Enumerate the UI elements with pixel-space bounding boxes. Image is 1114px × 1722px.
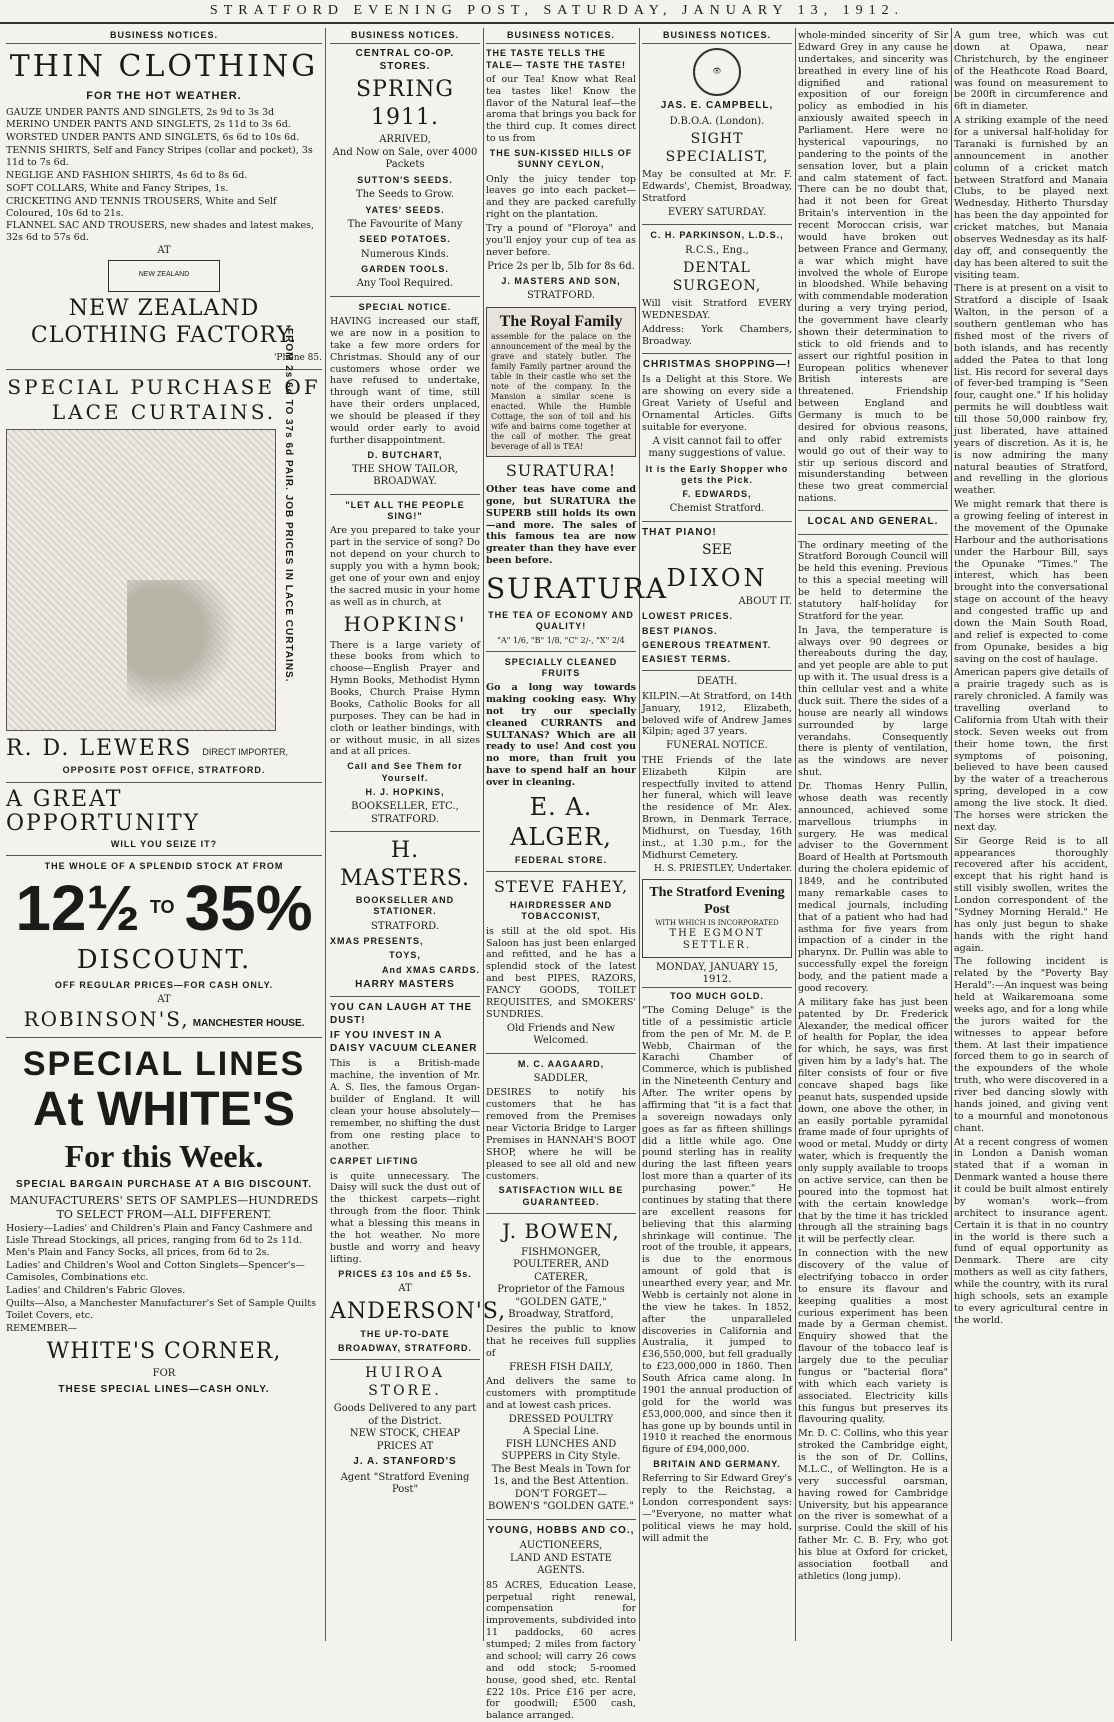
best-meals: The Best Meals in Town for 1s, and the Best Attention. — [491, 1463, 631, 1488]
local-general: LOCAL AND GENERAL. — [807, 516, 939, 527]
list-item: NEGLIGE AND FASHION SHIRTS, 4s 6d to 8s 6d. — [6, 169, 248, 181]
remember: REMEMBER— — [6, 1322, 78, 1334]
fruits-body: Go a long way towards making cooking easy. Why not try our specially cleaned CURRANTS and SULTANAS? Which are all ready to use! And cost you no more, than fruit you have to spend half an hour over in cleaning. — [486, 682, 636, 788]
about: ABOUT IT. — [738, 595, 792, 607]
dont-forget: DON'T FORGET— — [514, 1488, 608, 1500]
thin-clothing-list — [6, 107, 322, 245]
fahey: STEVE FAHEY, — [493, 877, 629, 897]
notice-body: HAVING increased our staff, we are now in a position to take a few more orders for Christmas. Should any of our customers whose order we have refused to undertake, through want of time, still have their orders unplaced, we should be pleased if they would order early to avoid further disappointment. — [330, 316, 480, 446]
desires: Desires the public to know that he receives full supplies of — [486, 1323, 636, 1359]
broadway: BROADWAY. — [373, 476, 437, 488]
any-tool: Any Tool Required. — [356, 278, 454, 290]
column-rule — [483, 28, 484, 1641]
seize: WILL YOU SEIZE IT? — [110, 839, 218, 849]
article-paragraph: At a recent congress of women in London a Danish woman stated that if a woman in Denmark wanted a house there it could be built almost entirely by woman's work—from architect to insurance agent. Certain it is that in no country in the world is there such a fund of equal opportunity as Denmark. There are city mothers as well as city fathers, while the country, with its rural high schools, sets an example to every agricultural centre in the world. — [954, 1136, 1108, 1326]
welcome: Old Friends and New Welcomed. — [506, 1022, 616, 1047]
campbell: JAS. E. CAMPBELL, — [660, 100, 774, 112]
article-paragraph: The following incident is related by the "Poverty Bay Herald":—An inquest was being held at Waikaremoana some weeks ago, and for a long while the jurors waited for the witnesses to appear before them. At last their impatience forced them to go in search of the expounders of the whole truth, who were discovered in a river bed dancing slowly with hands joined, and giving vent to a mournful and monotonous chant. — [954, 956, 1108, 1134]
cash-only: THESE SPECIAL LINES—CASH ONLY. — [58, 1383, 270, 1395]
lewers-sub: DIRECT IMPORTER, — [202, 746, 289, 757]
satisfaction: SATISFACTION WILL BE GUARANTEED. — [498, 1185, 624, 1207]
column-2 — [330, 28, 507, 1641]
hosiery: Hosiery—Ladies' and Children's Plain and Fancy Cashmere and Lisle Thread Stockings, all prices, ranging from 6d to 2s 11d. — [6, 1222, 313, 1246]
every-saturday: EVERY SATURDAY. — [667, 206, 767, 218]
ceylon: THE SUN-KISSED HILLS OF SUNNY CEYLON, — [489, 148, 633, 170]
show-tailor: THE SHOW TAILOR, — [352, 463, 458, 475]
royal-title: The Royal Family — [499, 312, 623, 330]
masters: H. MASTERS. — [339, 838, 471, 891]
lace-curtain-image — [6, 429, 276, 731]
yates: YATES' SEEDS. — [365, 204, 445, 215]
column-1 — [6, 28, 322, 1641]
sing-body: Are you prepared to take your part in the service of song? Do not depend on your church to supply you with a hymn book; get one of your own and enjoy the sacred music in your home as well as in church, at — [330, 525, 480, 608]
nz-factory: NEW ZEALAND CLOTHING FACTORY. — [30, 295, 298, 349]
poultry: DRESSED POULTRY — [508, 1413, 614, 1425]
dixon: DIXON — [666, 563, 768, 592]
proprietor: Proprietor of the Famous — [497, 1284, 625, 1296]
suratura-2: SURATURA — [486, 572, 669, 605]
lunches: FISH LUNCHES AND SUPPERS in City Style. — [501, 1438, 621, 1463]
article-paragraph: American papers give details of a prairie tragedy such as is rarely chronicled. A family was travelling overland to California from Utah with their stock. Seven weeks out from their home town, the first symptoms of poisoning, believed to have been caused by the water of a treacherous spring, developed in a cow among the live stock. It died. The horses were stricken the next day. — [954, 667, 1108, 833]
column-header: BUSINESS NOTICES. — [6, 28, 322, 44]
optician-logo: 👁 — [693, 48, 741, 96]
golden-gate: "GOLDEN GATE," — [515, 1296, 607, 1308]
lewers-name: R. D. LEWERS — [6, 735, 193, 761]
bowens-golden: BOWEN'S "GOLDEN GATE." — [488, 1501, 634, 1513]
robinson-sub: MANCHESTER HOUSE. — [192, 1017, 305, 1029]
article-paragraph: Mr. D. C. Collins, who this year stroked the Cambridge eight, is the son of Dr. Collins, M.L.C., of Wellington. He is a very successful oarsman, having rowed for Cambridge University, but his appearance on the river is somewhat of a surprise. Could the skill of his father Mr. C. B. Fry, who got his blue at Oxford for cricket, association football and athletics (long jump). — [798, 1428, 948, 1582]
fruits: SPECIALLY CLEANED FRUITS — [504, 656, 618, 678]
death-head: DEATH. — [696, 676, 738, 688]
great-opportunity: A GREAT OPPORTUNITY — [6, 786, 201, 836]
article-paragraph: In Java, the temperature is always over 90 degrees or thereabouts during the day, and yet people are able to put up with it. The usual dress is a thin cellular vest and a white duck suit. There the sides of a house are nearly all windows surrounded by large verandahs. Consequently there is plenty of ventilation, as the windows are never shut. — [798, 624, 948, 779]
quilts: Quilts—Also, a Manchester Manufacturer's Set of Sample Quilts Toilet Covers, etc. — [6, 1297, 316, 1321]
ladies-singlets: Ladies' and Children's Wool and Cotton Singlets—Spencer's—Camisoles, Combinations etc. — [6, 1260, 305, 1284]
visit: Will visit Stratford EVERY WEDNESDAY. — [642, 298, 792, 321]
post-title: The Stratford Evening Post — [649, 884, 785, 918]
huiroa: HUIROA STORE. — [365, 1365, 445, 1399]
at-label: AT — [157, 245, 171, 257]
alger: E. A. ALGER, — [510, 792, 612, 851]
fav: The Favourite of Many — [347, 218, 463, 230]
article-paragraph: The ordinary meeting of the Stratford Borough Council will be held this evening. Previous to this a special meeting will be held to determine the statutory half-holiday for Stratford for the year. — [798, 539, 948, 622]
taste-title: THE TASTE TELLS THE TALE— TASTE THE TASTE! — [486, 48, 626, 70]
for-label: FOR — [152, 1368, 176, 1380]
easiest: EASIEST TERMS. — [642, 654, 732, 664]
tea-body-2: Only the juicy tender top leaves go into each packet—and they are packed carefully right on the plantation. — [486, 173, 636, 221]
arrived: ARRIVED, — [379, 134, 431, 146]
auctioneers: AUCTIONEERS, — [519, 1540, 603, 1552]
parkinson: C. H. PARKINSON, L.D.S., — [650, 230, 784, 241]
discount-word: DISCOUNT. — [76, 944, 252, 975]
butchart: D. BUTCHART, — [367, 449, 443, 460]
stanford: J. A. STANFORD'S — [353, 1456, 457, 1468]
xmas-cards: And XMAS CARDS. — [382, 964, 480, 975]
list-item: CRICKETING AND TENNIS TROUSERS, White and Self Coloured, 10s 6d to 21s. — [6, 195, 277, 219]
article-paragraph: A military fake has just been patented by Dr. Frederick Alexander, the medical officer of health for Poplar, the idea for which, he says, was first given him by a lady's hat. The filter consists of four or five concave shaped bags like peanut hats, suspended upside down, one above the other, in an easily portable pyramidal frame made of four uprights of wood or metal. Muddy or dirty water, which is frequently the only supply available to troops on active service, can then be poured into the topmost hat with the certain knowledge that by the time it has trickled through all the straining bags it will be perfectly clear. — [798, 996, 948, 1246]
carpet: CARPET LIFTING — [330, 1156, 419, 1167]
hopkins: HOPKINS' — [343, 611, 467, 636]
at-label: AT — [398, 1282, 412, 1294]
column-6 — [954, 28, 1108, 1641]
invest: IF YOU INVEST IN A DAISY VACUUM CLEANER — [330, 1030, 478, 1054]
masters-sub: BOOKSELLER AND STATIONER. — [355, 895, 455, 917]
special-lines: SPECIAL LINES — [22, 1044, 306, 1083]
agent: Agent "Stratford Evening Post" — [340, 1471, 470, 1496]
suratura-1: SURATURA! — [505, 460, 617, 480]
rcs: R.C.S., Eng., — [685, 244, 749, 256]
young-hobbs: YOUNG, HOBBS AND CO., — [487, 1524, 635, 1536]
edwards: F. EDWARDS, — [682, 489, 752, 499]
special-line: A Special Line. — [522, 1426, 600, 1438]
visit-2: A visit cannot fail to offer many suggestions of value. — [648, 435, 786, 459]
toys: TOYS, — [389, 950, 421, 961]
aagaard: M. C. AAGAARD, — [517, 1058, 605, 1069]
broadway-stratford: BROADWAY, STRATFORD. — [337, 1343, 472, 1353]
federal: FEDERAL STORE. — [514, 854, 608, 865]
hopkins-name: H. J. HOPKINS, — [365, 786, 445, 797]
column-rule — [639, 28, 640, 1641]
lace-side-text: FROM 2s 6d TO 37s 6d PAIR. JOB PRICES IN LACE CURTAINS. — [283, 328, 294, 683]
goods: Goods Delivered to any part of the District. — [333, 1403, 477, 1427]
discount-pct: 35% — [184, 871, 313, 944]
post-title-box — [642, 879, 792, 958]
tools: GARDEN TOOLS. — [361, 264, 449, 274]
dental: DENTAL SURGEON, — [672, 260, 762, 294]
nz-logo: NEW ZEALAND — [108, 260, 220, 292]
stock-line: THE WHOLE OF A SPLENDID STOCK AT FROM — [44, 861, 284, 872]
samples: MANUFACTURERS' SETS OF SAMPLES—HUNDREDS TO SELECT FROM—ALL DIFFERENT. — [9, 1194, 319, 1221]
article-paragraph: Sir George Reid is to all appearances thoroughly recovered after his accident, except that his right hand is still visibly swollen, writes the London correspondent of the "Sydney Morning Herald." He has only just begun to shake hands with the right hand again. — [954, 835, 1108, 954]
piano: THAT PIANO! — [642, 526, 717, 538]
lowest-prices: LOWEST PRICES. — [642, 611, 734, 622]
land-agents: LAND AND ESTATE AGENTS. — [510, 1552, 612, 1577]
potatoes: SEED POTATOES. — [359, 234, 451, 245]
broadway: Broadway, Stratford, — [508, 1309, 614, 1321]
priestley: H. S. PRIESTLEY, Undertaker. — [653, 863, 792, 874]
generous: GENEROUS TREATMENT. — [642, 639, 772, 650]
spring: SPRING 1911. — [356, 77, 454, 130]
grades: "A" 1/6, "B" 1/8, "C" 2/-, "X" 2/4 — [497, 635, 625, 645]
list-item: MERINO UNDER PANTS AND SINGLETS, 2s 11d to 3s 6d. — [6, 119, 291, 131]
packets: And Now on Sale, over 4000 Packets — [332, 146, 478, 171]
bargain: SPECIAL BARGAIN PURCHASE AT A BIG DISCOUNT. — [16, 1178, 312, 1190]
post-date: MONDAY, JANUARY 15, 1912. — [642, 962, 792, 988]
carpet-body: is quite unnecessary. The Daisy will suck the dust out of the thickest carpets—right through from the floor. Think what a blessing this means in the hot weather. No more bustle and worry and heavy lifting. — [330, 1170, 480, 1265]
column-header: BUSINESS NOTICES. — [330, 28, 480, 44]
robinson: ROBINSON'S, — [23, 1006, 190, 1031]
fresh-fish: FRESH FISH DAILY, — [509, 1361, 613, 1373]
stratford: STRATFORD. — [527, 290, 595, 302]
column-rule — [951, 28, 952, 1641]
thin-clothing-sub: FOR THE HOT WEATHER. — [86, 89, 242, 102]
stratford: STRATFORD. — [371, 920, 439, 932]
funeral-head: FUNERAL NOTICE. — [666, 740, 768, 752]
sing-title: "LET ALL THE PEOPLE SING!" — [345, 499, 465, 522]
new-stock: NEW STOCK, CHEAP PRICES AT — [349, 1428, 461, 1452]
xmas-presents: XMAS PRESENTS, — [330, 936, 424, 946]
article-paragraph: Dr. Thomas Henry Pullin, whose death was recently announced, achieved some marvellous triumphs in surgery. He was medical adviser to the Government Board of Health at Portsmouth during the cholera epidemic of 1849, and he contributed many remarkable cases to medical journals, including that of a patient who had had asthma for five years from impaction of a cinder in the pharynx. Dr. Pullin was able to successfully expel the foreign body, and the patient made a good recovery. — [798, 781, 948, 994]
lace-title: SPECIAL PURCHASE OF LACE CURTAINS. — [7, 374, 321, 424]
egmont-settler: THE EGMONT SETTLER. — [669, 927, 765, 952]
suttons: SUTTON'S SEEDS. — [357, 174, 453, 185]
hopkins-address: BOOKSELLER, ETC., STRATFORD. — [351, 801, 459, 825]
uptodate: THE UP-TO-DATE — [360, 1328, 450, 1339]
harry-masters: HARRY MASTERS — [355, 978, 455, 990]
suratura-body: Other teas have come and gone, but SURATURA the SUPERB still holds its own—and more. The sales of this famous tea are now greater than they have ever been before. — [486, 483, 636, 567]
chemist: Chemist Stratford. — [669, 503, 765, 515]
column-rule — [325, 28, 326, 1641]
kilpin: KILPIN.—At Stratford, on 14th January, 1912, Elizabeth, beloved wife of Andrew James Kilpin; aged 37 years. — [642, 690, 792, 738]
discount-to: TO — [149, 897, 175, 918]
masters-son: J. MASTERS AND SON, — [501, 276, 621, 287]
phone: 'Phone 85. — [273, 352, 322, 363]
fishmonger: FISHMONGER, POULTERER, AND CATERER, — [513, 1246, 609, 1283]
gold-body: "The Coming Deluge" is the title of a pessimistic article from the pen of Mr. M. de P. Webb, Chairman of the Karachi Chamber of Commerce, which is published in the Nineteenth Century and After. The writer opens by affirming that "it is a fact that a sovereign nowadays only goes as far as fifteen shillings did a little while ago. One pound sterling has in reality during the last fifteen years lost more than a quarter of its purchasing power." He continues by stating that there are excellent reasons for believing that this alarming shrinkage will continue. The root of the trouble, it appears, is due to the enormous amount of gold that is unearthed every year, and Mr. Webb is certainly not alone in the view he takes. In 1852, after the unparalleled discoveries in California and Australia, it jumped to £36,550,000, but fell gradually to £23,000,000 in 1860. Then South Africa came along. In 1901 the annual production of gold for the world was £53,000,000, and since then it has gone up by bounds until in 1910 it reached the enormous figure of £94,000,000. — [642, 1004, 792, 1456]
hopkins-body: There is a large variety of these books from which to choose—English Prayer and Hymn Books, Methodist Hymn Books, Church Praise Hymn Books, Catholic Books for all purposes. They can be had in cloth or leather bindings, with or without music, in all sizes and at all prices. — [330, 639, 480, 758]
anderson: ANDERSON'S, — [330, 1299, 507, 1325]
consulted: May be consulted at Mr. F. Edwards', Chemist, Broadway, Stratford — [642, 169, 792, 204]
best-pianos: BEST PIANOS. — [642, 625, 718, 636]
aagaard-body: DESIRES to notify his customers that he has removed from the Premises near Victoria Bridge to Larger Premises in HANNAH'S BOOT SHOP, where he will be pleased to see all old and new customers. — [486, 1087, 636, 1182]
britain-germany: BRITAIN AND GERMANY. — [653, 1459, 781, 1470]
sight-specialist: SIGHT SPECIALIST, — [665, 131, 769, 165]
call-see: Call and See Them for Yourself. — [347, 761, 463, 783]
at-label: AT — [157, 994, 171, 1006]
britain-body: Referring to Sir Edward Grey's reply to the Reichstag, a London correspondent says:—"Everyone, no matter what political views he may hold, will admit the — [642, 1473, 792, 1544]
delivered: And delivers the same to customers with promptitude and at lowest cash prices. — [486, 1376, 636, 1411]
article-paragraph: In connection with the new discovery of the value of electrifying tobacco in order to ensure its flavour and keeping qualities a most curious experiment has been made by a German chemist. Enquiry showed that the flavour of the tobacco leaf is largely due to the peculiar fungus or "bacterial flora" with which each variety is associated. Electricity kills this fungus but preserves its flavouring quality. — [798, 1248, 948, 1426]
hairdresser: HAIRDRESSER AND TOBACCONIST, — [509, 900, 613, 922]
special-notice: SPECIAL NOTICE. — [358, 301, 452, 312]
acres: 85 ACRES, Education Lease, perpetual right renewal, compensation for improvements, subdivided into 11 paddocks, 60 acres stumped; 2 miles from factory and school; will carry 26 cows and odd stock; 5-roomed house, good shed, etc. Rental £22 10s. Price £16 per acre, for goodwill; £500 cash, balance arranged. — [486, 1579, 636, 1722]
incorporated: WITH WHICH IS INCORPORATED — [655, 918, 779, 927]
christmas: CHRISTMAS SHOPPING—! — [642, 358, 792, 370]
see: SEE — [701, 542, 733, 559]
lewers-address: OPPOSITE POST OFFICE, STRATFORD. — [62, 765, 266, 776]
column-5 — [798, 28, 948, 1641]
prices: PRICES £3 10s and £5 5s. — [338, 1268, 472, 1279]
article-paragraph: whole-minded sincerity of Sir Edward Grey in any cause he undertakes, and sincerity was breathed in every line of his dignified and rational exposition of our foreign policy as embodied in his anxiously awaited speech in Parliament. Here were no hysterical vapourings, no pandering to the points of the sensation lover, but a plain and calm statement of fact. There can be no doubt that, had it not been for Great Britain's intervention in the recent Moroccan crisis, war would have broken out between France and Germany, a war which might have involved the whole of Europe in bloodshed. While behaving with commendable moderation during a very trying period, the government have clearly shown their determination to stick to old friends and to assert our rightful position in European politics whenever British interests are threatened. Friendship between England and Germany is much to be desired for obvious reasons, and only rabid extremists would go out of their way to stir up serious discord and misunderstanding between these two great commercial nations. — [798, 30, 948, 505]
tea-price: Price 2s per lb, 5lb for 8s 6d. — [487, 260, 635, 272]
masthead: STRATFORD EVENING POST, SATURDAY, JANUARY 13, 1912. — [0, 0, 1114, 24]
at-whites: At WHITE'S — [32, 1083, 296, 1137]
fabric-gloves: Ladies' and Children's Fabric Gloves. — [6, 1285, 186, 1297]
column-3 — [486, 28, 669, 1722]
list-item: FLANNEL SAC AND TROUSERS, new shades and latest makes, 32s 6d to 57s 6d. — [6, 220, 315, 244]
column-4 — [642, 28, 792, 1641]
bowen: J. BOWEN, — [502, 1218, 620, 1243]
delight: Is a Delight at this Store. We are showing on every side a Great Variety of Useful and Ornamental Articles. Gifts suitable for everyone. — [642, 374, 792, 433]
discount-from: 12½ — [15, 871, 140, 944]
try-floroya: Try a pound of "Floroya" and you'll enjoy your cup of tea as never before. — [486, 223, 636, 258]
dboa: D.B.O.A. (London). — [669, 115, 765, 127]
coop: CENTRAL CO-OP. STORES. — [355, 48, 455, 72]
kinds: Numerous Kinds. — [361, 248, 449, 260]
article-paragraph: We might remark that there is a growing feeling of interest in the movement of the Opunake Harbour and the authorisations under the Harbour Bill, says the Opunake "Times." The interest, which has been brought into the conversational stage on account of the heavy and congested traffic up and down the Main South Road, and relief is expected to come from Opunake, besides a big saving on the cost of haulage. — [954, 499, 1108, 665]
funeral-body: THE Friends of the late Elizabeth Kilpin are respectfully invited to attend her funeral, which will leave the residence of Mr. Alex. Brown, in Denmark Terrace, Midhurst, on Tuesday, 16th inst., at 1.30 p.m., for the Midhurst Cemetery. — [642, 754, 792, 861]
article-paragraph: A gum tree, which was cut down at Opawa, near Christchurch, by the engineer of the Heathcote Road Board, was found on measurement to be 200ft in circumference and 6ft in diameter. — [954, 30, 1108, 113]
tea-body: of our Tea! Know what Real tea tastes like! Know the flavor of the Natural leaf—the aroma that brings you back for the third cup. It comes direct to us from — [486, 73, 636, 145]
royal-body: assemble for the palace on the announcement of the meal by the grave and stately butler. The family Family partner around the table in their castle who set the note of the company. In the Mansion a similar scene is enacted. While the Humble Cottage, the son of toil and his wife and bairns come together at the call of mother. The great beverage of all is TEA! — [491, 331, 631, 451]
grow: The Seeds to Grow. — [355, 189, 455, 200]
article-paragraph: There is at present on a visit to Stratford a disciple of Isaak Walton, in the person of a southern gentleman who has fished most of the rivers of both islands, and has recently added the Patea to that long list. His record for several days of fever-bed tramping is "Seen four, caught one." If his holiday permits he will doubtless wait till those 50,000 rainbow fry, just liberated, have attained years of discretion. As it is, he is now admiring the many natural beauties of Stratford, and revelling in the glorious weather. — [954, 283, 1108, 497]
too-much-gold: TOO MUCH GOLD. — [670, 990, 764, 1001]
daisy-body: This is a British-made machine, the invention of Mr. A. S. Iles, the famous Organ-builder of England. It will clean your house absolutely—remember, no shifting the dust from one resting place to another. — [330, 1058, 480, 1153]
column-header: BUSINESS NOTICES. — [486, 28, 636, 44]
regular-prices: OFF REGULAR PRICES—FOR CASH ONLY. — [54, 980, 274, 990]
economy: THE TEA OF ECONOMY AND QUALITY! — [488, 610, 634, 632]
saddler: SADDLER, — [533, 1072, 589, 1084]
fahey-body: is still at the old spot. His Saloon has just been enlarged and refitted, and he has a splendid stock of the latest and best PIPES, RAZORS, FANCY GOODS, TOILET REQUISITES, and SMOKERS' SUNDRIES. — [486, 925, 636, 1020]
list-item: TENNIS SHIRTS, Self and Fancy Stripes (collar and pocket), 3s 11d to 7s 6d. — [6, 145, 313, 168]
list-item: GAUZE UNDER PANTS AND SINGLETS, 2s 9d to 3s 3d — [6, 106, 275, 118]
laugh: YOU CAN LAUGH AT THE DUST! — [330, 1002, 473, 1026]
list-item: WORSTED UNDER PANTS AND SINGLETS, 6s 6d to 10s 6d. — [6, 132, 300, 144]
this-week: For this Week. — [64, 1137, 264, 1174]
thin-clothing-title: THIN CLOTHING — [9, 49, 319, 85]
column-header: BUSINESS NOTICES. — [642, 28, 792, 44]
whites-corner: WHITE'S CORNER, — [46, 1338, 282, 1364]
column-rule — [795, 28, 796, 1641]
discount-figure — [6, 871, 322, 944]
early: It is the Early Shopper who gets the Pick. — [645, 463, 789, 485]
list-item: SOFT COLLARS, White and Fancy Stripes, 1s. — [6, 182, 229, 194]
mens-socks: Men's Plain and Fancy Socks, all prices, from 6d to 2s. — [6, 1247, 270, 1259]
address: Address: York Chambers, Broadway. — [642, 323, 792, 347]
royal-family-ad — [486, 307, 636, 457]
article-paragraph: A striking example of the need for a universal half-holiday for Taranaki is furnished by an announcement in another column of a cricket match between Stratford and Manaia Clubs, to be played next Wednesday. Hitherto Thursday has been the day appointed for cricket matches, but Manaia observes Wednesday as its half-day off, and consequently the day has been altered to suit the visiting team. — [954, 115, 1108, 281]
